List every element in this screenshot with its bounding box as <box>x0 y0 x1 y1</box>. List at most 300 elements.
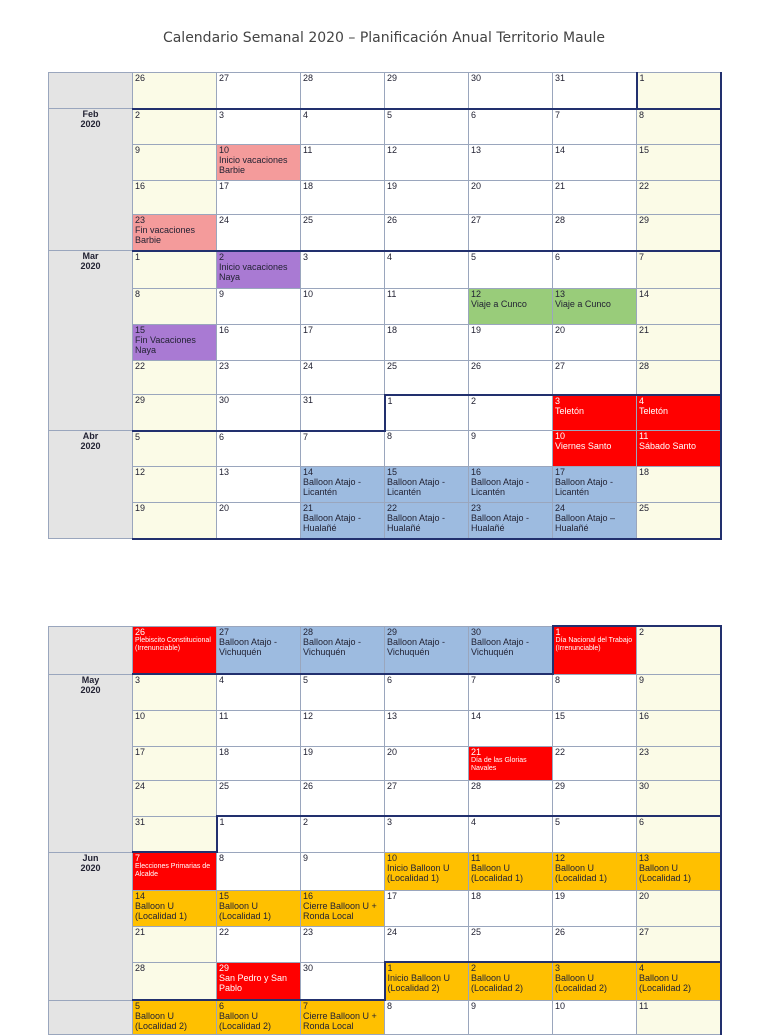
day-cell[interactable] <box>469 467 553 503</box>
day-number: 1 <box>135 251 141 262</box>
day-cell[interactable] <box>385 289 469 325</box>
day-cell[interactable] <box>385 431 469 467</box>
day-cell[interactable] <box>217 181 301 215</box>
event-label: Balloon U (Localidad 2) <box>135 1011 188 1031</box>
day-number: 13 <box>387 710 398 721</box>
day-cell[interactable] <box>133 890 217 926</box>
month-label-line: 2020 <box>80 119 101 129</box>
day-cell[interactable] <box>637 215 721 251</box>
event-label: Viaje a Cunco <box>555 299 611 309</box>
day-cell[interactable] <box>133 325 217 361</box>
day-number: 9 <box>219 289 225 299</box>
week-row <box>49 710 721 746</box>
day-cell[interactable] <box>217 1000 301 1034</box>
day-cell[interactable] <box>637 467 721 503</box>
day-cell[interactable] <box>553 626 637 674</box>
day-cell[interactable] <box>385 674 469 710</box>
week-row <box>49 746 721 780</box>
event-label: San Pedro y San Pablo <box>219 972 288 993</box>
day-cell[interactable] <box>553 289 637 325</box>
day-cell[interactable] <box>301 145 385 181</box>
day-number: 14 <box>471 710 482 721</box>
month-label <box>49 626 133 674</box>
day-cell[interactable] <box>301 890 385 926</box>
event-label: Balloon Atajo - Licantén <box>387 477 446 497</box>
day-cell[interactable] <box>133 145 217 181</box>
week-row <box>49 890 721 926</box>
day-cell[interactable] <box>469 816 553 852</box>
day-number: 4 <box>387 251 393 262</box>
day-cell[interactable] <box>301 361 385 395</box>
event-label: Cierre Balloon U + Ronda Local <box>303 1011 377 1031</box>
day-cell[interactable] <box>469 109 553 145</box>
day-number: 18 <box>219 746 230 757</box>
month-label <box>49 109 133 251</box>
day-number: 3 <box>303 251 309 262</box>
day-number: 10 <box>555 431 566 441</box>
day-cell[interactable] <box>385 467 469 503</box>
day-number: 25 <box>471 926 482 937</box>
day-cell[interactable] <box>217 145 301 181</box>
day-cell[interactable] <box>469 361 553 395</box>
day-cell[interactable] <box>553 780 637 816</box>
calendar-table <box>48 625 722 1035</box>
day-cell[interactable] <box>553 467 637 503</box>
day-number: 28 <box>135 962 146 973</box>
day-cell[interactable] <box>637 145 721 181</box>
event-label: Plebiscito Constitucional (Irrenunciable) <box>135 636 211 652</box>
event-label: Balloon U (Localidad 1) <box>639 862 692 883</box>
day-number: 19 <box>471 325 482 335</box>
day-cell[interactable] <box>469 251 553 289</box>
day-cell[interactable] <box>301 395 385 431</box>
day-cell[interactable] <box>553 73 637 109</box>
day-number: 11 <box>639 431 649 441</box>
day-cell[interactable] <box>637 816 721 852</box>
day-cell[interactable] <box>133 467 217 503</box>
day-number: 5 <box>555 817 561 827</box>
day-number: 12 <box>135 467 146 477</box>
day-cell[interactable] <box>553 746 637 780</box>
day-cell[interactable] <box>469 746 553 780</box>
day-cell[interactable] <box>133 1000 217 1034</box>
event-label: Balloon U (Localidad 1) <box>219 900 272 921</box>
day-cell[interactable] <box>217 325 301 361</box>
event-label: Balloon Atajo - Hualañé <box>303 513 362 533</box>
day-cell[interactable] <box>133 361 217 395</box>
day-number: 13 <box>471 145 482 155</box>
day-cell[interactable] <box>553 325 637 361</box>
day-cell[interactable] <box>133 816 217 852</box>
day-cell[interactable] <box>217 73 301 109</box>
day-cell[interactable] <box>217 780 301 816</box>
day-cell[interactable] <box>385 852 469 890</box>
week-row <box>49 852 721 890</box>
day-number: 10 <box>303 289 314 299</box>
day-cell[interactable] <box>553 674 637 710</box>
day-cell[interactable] <box>133 780 217 816</box>
day-cell[interactable] <box>385 503 469 539</box>
day-number: 17 <box>135 746 146 757</box>
day-cell[interactable] <box>385 780 469 816</box>
week-row <box>49 626 721 674</box>
day-number: 20 <box>219 503 230 513</box>
day-cell[interactable] <box>637 626 721 674</box>
day-cell[interactable] <box>637 710 721 746</box>
day-number: 20 <box>639 890 650 901</box>
day-cell[interactable] <box>637 852 721 890</box>
day-number: 25 <box>303 215 314 225</box>
day-cell[interactable] <box>301 251 385 289</box>
month-label <box>49 1000 133 1034</box>
day-cell[interactable] <box>469 674 553 710</box>
day-cell[interactable] <box>217 431 301 467</box>
day-cell[interactable] <box>469 890 553 926</box>
day-cell[interactable] <box>217 852 301 890</box>
event-label: Balloon Atajo - Licantén <box>471 477 530 497</box>
week-row <box>49 109 721 145</box>
day-cell[interactable] <box>217 710 301 746</box>
event-label: Cierre Balloon U + Ronda Local <box>303 900 377 921</box>
day-cell[interactable] <box>301 626 385 674</box>
day-cell[interactable] <box>301 289 385 325</box>
day-number: 27 <box>555 361 566 371</box>
day-cell[interactable] <box>301 674 385 710</box>
day-cell[interactable] <box>385 890 469 926</box>
week-row <box>49 325 721 361</box>
day-cell[interactable] <box>637 431 721 467</box>
day-number: 6 <box>555 251 561 262</box>
day-cell[interactable] <box>385 181 469 215</box>
day-cell[interactable] <box>301 816 385 852</box>
day-cell[interactable] <box>637 674 721 710</box>
day-cell[interactable] <box>553 816 637 852</box>
day-cell[interactable] <box>637 890 721 926</box>
day-number: 28 <box>555 215 566 225</box>
day-number: 19 <box>387 181 398 191</box>
day-cell[interactable] <box>637 780 721 816</box>
day-number: 24 <box>387 926 398 937</box>
day-number: 8 <box>639 109 645 120</box>
day-number: 4 <box>639 963 645 973</box>
day-cell[interactable] <box>301 73 385 109</box>
month-label <box>49 674 133 852</box>
day-cell[interactable] <box>553 503 637 539</box>
day-cell[interactable] <box>553 181 637 215</box>
day-cell[interactable] <box>553 890 637 926</box>
day-cell[interactable] <box>469 1000 553 1034</box>
day-number: 4 <box>219 675 225 685</box>
day-number: 8 <box>555 674 561 685</box>
event-label: Inicio Balloon U (Localidad 2) <box>387 973 451 993</box>
event-label: Balloon U (Localidad 1) <box>471 862 524 883</box>
day-cell[interactable] <box>133 109 217 145</box>
day-cell[interactable] <box>217 251 301 289</box>
day-cell[interactable] <box>469 780 553 816</box>
day-number: 2 <box>639 627 645 637</box>
day-cell[interactable] <box>217 962 301 1000</box>
day-cell[interactable] <box>133 962 217 1000</box>
day-number: 9 <box>471 1000 477 1011</box>
day-number: 25 <box>639 503 650 513</box>
day-number: 19 <box>135 503 146 513</box>
day-number: 17 <box>555 467 566 477</box>
day-cell[interactable] <box>637 503 721 539</box>
day-cell[interactable] <box>301 109 385 145</box>
day-cell[interactable] <box>469 710 553 746</box>
day-cell[interactable] <box>133 926 217 962</box>
day-number: 25 <box>387 361 398 371</box>
day-cell[interactable] <box>553 710 637 746</box>
event-label: Día Nacional del Trabajo (Irrenunciable) <box>555 637 633 652</box>
day-cell[interactable] <box>301 467 385 503</box>
day-cell[interactable] <box>301 852 385 890</box>
day-cell[interactable] <box>469 181 553 215</box>
day-cell[interactable] <box>637 361 721 395</box>
day-cell[interactable] <box>301 325 385 361</box>
day-cell[interactable] <box>301 215 385 251</box>
day-number: 26 <box>471 361 482 371</box>
day-number: 18 <box>639 467 650 477</box>
event-label: Balloon Atajo - Hualañé <box>471 513 530 533</box>
day-number: 18 <box>387 325 398 335</box>
day-cell[interactable] <box>637 926 721 962</box>
event-label: Balloon U (Localidad 2) <box>639 973 692 993</box>
day-cell[interactable] <box>133 395 217 431</box>
day-cell[interactable] <box>301 746 385 780</box>
day-number: 24 <box>303 361 314 371</box>
week-row <box>49 361 721 395</box>
event-label: Sábado Santo <box>639 441 697 451</box>
day-cell[interactable] <box>469 926 553 962</box>
day-number: 22 <box>555 746 566 757</box>
day-cell[interactable] <box>301 181 385 215</box>
day-cell[interactable] <box>133 251 217 289</box>
day-cell[interactable] <box>637 325 721 361</box>
day-number: 14 <box>639 289 650 299</box>
day-cell[interactable] <box>301 503 385 539</box>
day-cell[interactable] <box>469 73 553 109</box>
day-number: 3 <box>555 963 561 973</box>
day-cell[interactable] <box>217 215 301 251</box>
day-number: 22 <box>219 926 230 937</box>
day-number: 25 <box>219 780 230 791</box>
day-cell[interactable] <box>217 289 301 325</box>
day-cell[interactable] <box>385 746 469 780</box>
day-cell[interactable] <box>637 1000 721 1034</box>
day-number: 7 <box>303 431 309 442</box>
day-cell[interactable] <box>133 852 217 890</box>
day-cell[interactable] <box>385 962 469 1000</box>
day-cell[interactable] <box>133 626 217 674</box>
calendar-block-feb-apr <box>48 72 720 540</box>
day-number: 21 <box>471 746 482 757</box>
day-number: 30 <box>471 73 482 83</box>
day-cell[interactable] <box>469 395 553 431</box>
day-cell[interactable] <box>217 626 301 674</box>
day-cell[interactable] <box>217 890 301 926</box>
day-cell[interactable] <box>385 73 469 109</box>
day-cell[interactable] <box>385 1000 469 1034</box>
day-number: 22 <box>135 361 146 371</box>
day-cell[interactable] <box>385 145 469 181</box>
day-cell[interactable] <box>469 852 553 890</box>
day-cell[interactable] <box>217 746 301 780</box>
day-number: 26 <box>555 926 566 937</box>
day-number: 12 <box>555 852 566 863</box>
day-number: 14 <box>303 467 314 477</box>
day-cell[interactable] <box>637 289 721 325</box>
day-cell[interactable] <box>217 503 301 539</box>
day-cell[interactable] <box>133 73 217 109</box>
day-number: 11 <box>219 710 229 721</box>
day-number: 11 <box>471 852 481 863</box>
month-label <box>49 73 133 109</box>
day-cell[interactable] <box>637 181 721 215</box>
day-cell[interactable] <box>469 962 553 1000</box>
day-number: 1 <box>639 73 645 83</box>
day-number: 6 <box>219 431 225 442</box>
day-cell[interactable] <box>385 816 469 852</box>
day-cell[interactable] <box>385 215 469 251</box>
day-number: 16 <box>135 181 146 191</box>
day-number: 29 <box>387 626 398 637</box>
day-number: 16 <box>639 710 650 721</box>
day-cell[interactable] <box>133 289 217 325</box>
day-number: 30 <box>303 962 314 973</box>
day-cell[interactable] <box>301 926 385 962</box>
day-number: 7 <box>639 251 645 262</box>
day-cell[interactable] <box>637 73 721 109</box>
day-number: 5 <box>471 251 477 262</box>
day-number: 9 <box>303 852 309 863</box>
day-cell[interactable] <box>301 710 385 746</box>
day-cell[interactable] <box>553 852 637 890</box>
day-number: 8 <box>387 431 393 441</box>
event-label: Balloon Atajo - Hualañé <box>387 513 446 533</box>
event-label: Elecciones Primarias de Alcalde <box>135 863 211 878</box>
event-label: Inicio Balloon U (Localidad 1) <box>387 862 450 883</box>
week-row <box>49 926 721 962</box>
day-cell[interactable] <box>385 251 469 289</box>
day-number: 30 <box>219 395 230 405</box>
day-cell[interactable] <box>217 395 301 431</box>
day-cell[interactable] <box>217 467 301 503</box>
event-label: Balloon Atajo - Vichuquén <box>303 636 362 657</box>
day-cell[interactable] <box>553 926 637 962</box>
day-cell[interactable] <box>469 215 553 251</box>
day-number: 14 <box>135 890 146 901</box>
day-number: 17 <box>387 890 398 901</box>
day-cell[interactable] <box>553 109 637 145</box>
day-number: 7 <box>303 1001 309 1011</box>
day-cell[interactable] <box>553 145 637 181</box>
day-cell[interactable] <box>553 431 637 467</box>
day-cell[interactable] <box>133 431 217 467</box>
day-cell[interactable] <box>133 215 217 251</box>
event-label: Teletón <box>639 405 669 416</box>
day-cell[interactable] <box>469 503 553 539</box>
day-cell[interactable] <box>385 395 469 431</box>
day-number: 31 <box>135 816 146 827</box>
day-number: 26 <box>387 215 398 225</box>
day-cell[interactable] <box>553 395 637 431</box>
event-label: Fin vacaciones Barbie <box>135 225 196 245</box>
day-cell[interactable] <box>217 109 301 145</box>
day-cell[interactable] <box>553 251 637 289</box>
day-cell[interactable] <box>133 181 217 215</box>
day-cell[interactable] <box>133 674 217 710</box>
calendar-block-apr-jul <box>48 625 720 1035</box>
day-cell[interactable] <box>637 395 721 431</box>
day-cell[interactable] <box>385 926 469 962</box>
day-cell[interactable] <box>385 109 469 145</box>
day-cell[interactable] <box>553 1000 637 1034</box>
day-number: 11 <box>639 1000 649 1011</box>
day-cell[interactable] <box>133 746 217 780</box>
day-number: 10 <box>387 852 398 863</box>
day-number: 5 <box>135 1001 141 1011</box>
event-label: Balloon U (Localidad 2) <box>219 1011 272 1031</box>
day-number: 1 <box>387 395 393 406</box>
day-cell[interactable] <box>637 746 721 780</box>
day-number: 2 <box>471 963 477 973</box>
day-cell[interactable] <box>637 962 721 1000</box>
day-cell[interactable] <box>301 780 385 816</box>
day-cell[interactable] <box>301 962 385 1000</box>
day-cell[interactable] <box>469 626 553 674</box>
day-cell[interactable] <box>133 503 217 539</box>
day-number: 20 <box>471 181 482 191</box>
day-cell[interactable] <box>385 361 469 395</box>
day-cell[interactable] <box>469 431 553 467</box>
day-number: 26 <box>303 780 314 791</box>
day-number: 23 <box>639 746 650 757</box>
day-number: 2 <box>219 251 225 262</box>
day-cell[interactable] <box>385 710 469 746</box>
day-cell[interactable] <box>301 431 385 467</box>
day-cell[interactable] <box>637 109 721 145</box>
day-number: 16 <box>219 325 230 335</box>
day-number: 13 <box>555 289 566 299</box>
day-number: 21 <box>303 503 314 513</box>
day-number: 2 <box>303 817 309 827</box>
day-cell[interactable] <box>553 361 637 395</box>
day-cell[interactable] <box>301 1000 385 1034</box>
day-number: 16 <box>303 890 314 901</box>
day-cell[interactable] <box>469 325 553 361</box>
day-cell[interactable] <box>637 251 721 289</box>
day-cell[interactable] <box>133 710 217 746</box>
day-number: 4 <box>639 395 645 406</box>
day-cell[interactable] <box>385 325 469 361</box>
day-number: 28 <box>303 626 314 637</box>
day-cell[interactable] <box>217 674 301 710</box>
day-cell[interactable] <box>385 626 469 674</box>
day-cell[interactable] <box>217 361 301 395</box>
day-cell[interactable] <box>469 145 553 181</box>
day-cell[interactable] <box>553 215 637 251</box>
day-cell[interactable] <box>217 816 301 852</box>
event-label: Balloon U (Localidad 1) <box>555 862 608 883</box>
day-number: 12 <box>471 289 482 299</box>
day-number: 15 <box>555 710 566 721</box>
day-cell[interactable] <box>553 962 637 1000</box>
day-number: 13 <box>639 852 650 863</box>
day-cell[interactable] <box>469 289 553 325</box>
day-cell[interactable] <box>217 926 301 962</box>
event-label: Inicio vacaciones Barbie <box>219 155 288 175</box>
